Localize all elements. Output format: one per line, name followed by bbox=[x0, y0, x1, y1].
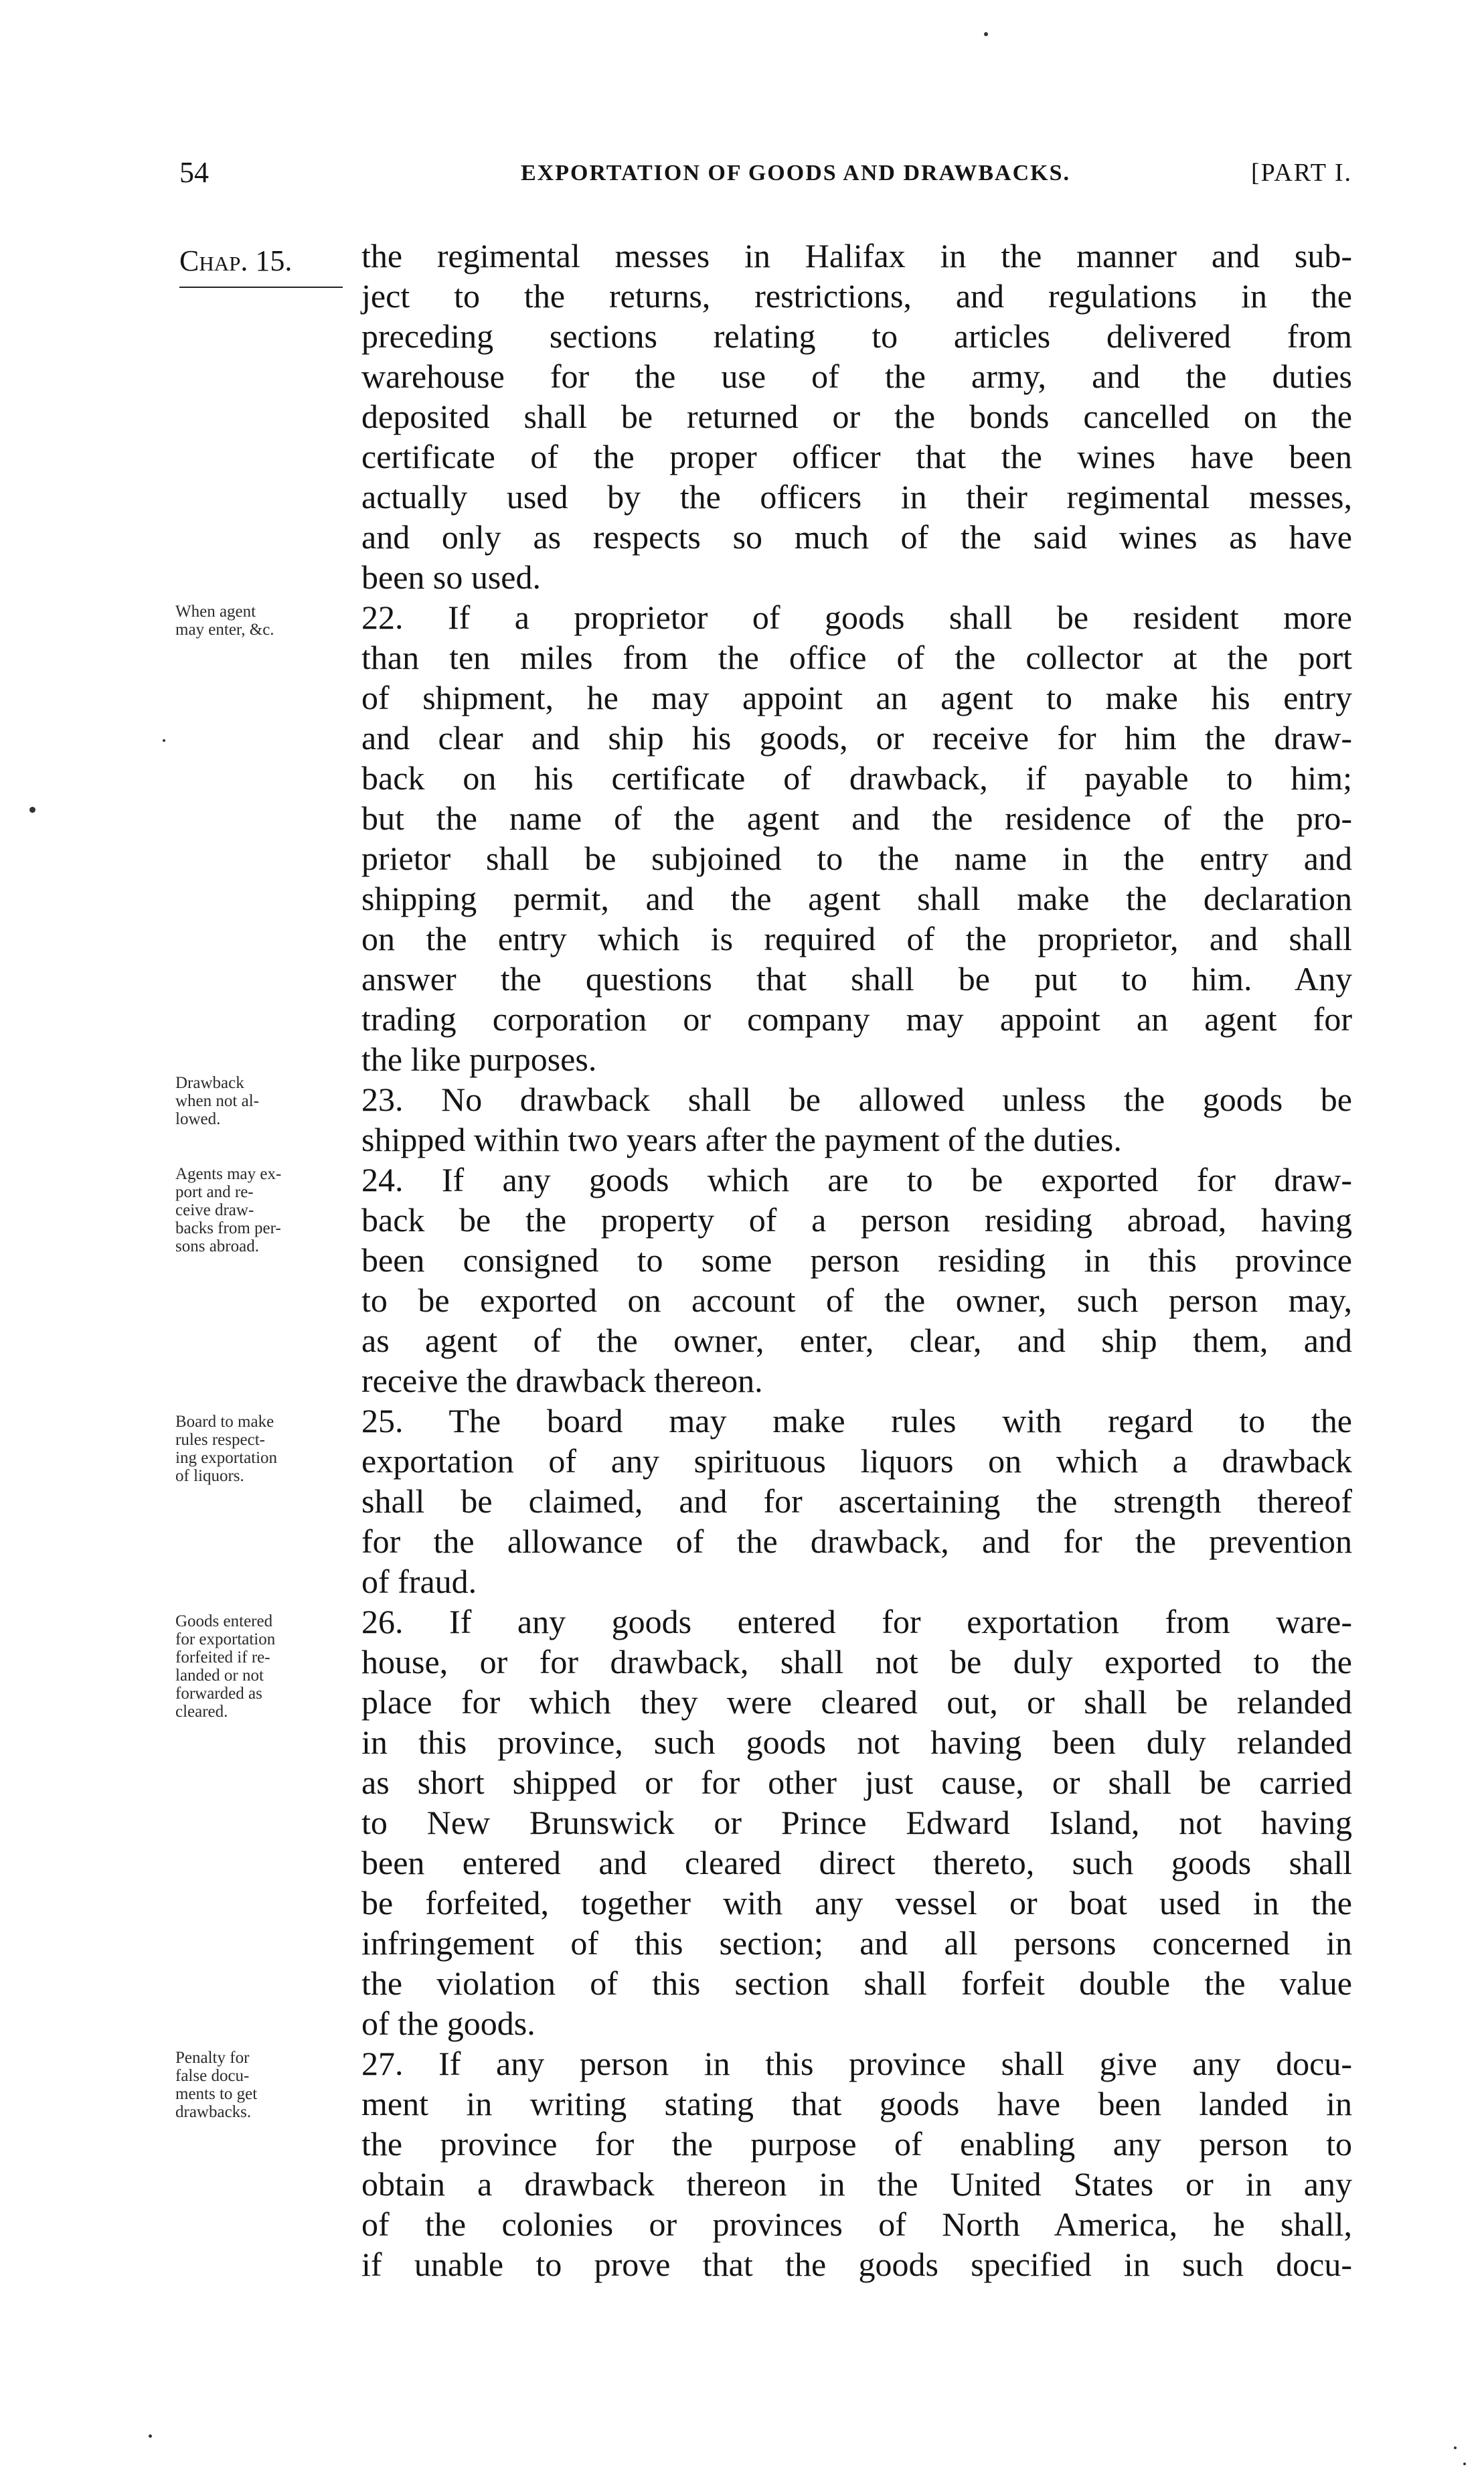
margin-note-drawback bbox=[175, 1074, 339, 1128]
text-line: deposited shall be returned or the bonds cancelled on the bbox=[361, 398, 1352, 435]
text-line: ject to the returns, restrictions, and regulations in the bbox=[361, 277, 1352, 315]
margin-note-line: rules respect- bbox=[175, 1431, 265, 1449]
text-line: obtain a drawback thereon in the United States or in any bbox=[361, 2165, 1352, 2203]
margin-note-board-rules bbox=[175, 1413, 339, 1485]
body-text bbox=[361, 236, 1352, 2284]
text-line: trading corporation or company may appoint an agent for bbox=[361, 1000, 1352, 1038]
text-line: warehouse for the use of the army, and the duties bbox=[361, 358, 1352, 395]
margin-note-goods-forfeited bbox=[175, 1612, 339, 1721]
margin-note-line: cleared. bbox=[175, 1703, 228, 1721]
running-title: EXPORTATION OF GOODS AND DRAWBACKS. bbox=[521, 161, 1070, 185]
margin-note-line: ing exportation bbox=[175, 1449, 278, 1467]
text-line: house, or for drawback, shall not be duly exported to the bbox=[361, 1643, 1352, 1681]
text-line: been consigned to some person residing in this province bbox=[361, 1241, 1352, 1279]
scan-speck bbox=[163, 739, 165, 742]
margin-note-penalty bbox=[175, 2049, 339, 2121]
text-line: been entered and cleared direct thereto, such goods shall bbox=[361, 1844, 1352, 1881]
text-line: than ten miles from the office of the collector at the port bbox=[361, 639, 1352, 676]
text-line: preceding sections relating to articles delivered from bbox=[361, 317, 1352, 355]
text-line: of the colonies or provinces of North America, he shall, bbox=[361, 2205, 1352, 2243]
margin-note-line: Goods entered bbox=[175, 1612, 273, 1630]
text-line: of the goods. bbox=[361, 2005, 535, 2042]
section-22-start: 22. If a proprietor of goods shall be resident more bbox=[361, 599, 1352, 636]
text-line: certificate of the proper officer that the wines have been bbox=[361, 438, 1352, 475]
text-line: and clear and ship his goods, or receive for him the draw- bbox=[361, 719, 1352, 757]
margin-note-line: lowed. bbox=[175, 1110, 221, 1128]
margin-note-line: forfeited if re- bbox=[175, 1648, 270, 1666]
margin-note-line: landed or not bbox=[175, 1666, 264, 1685]
text-line: be forfeited, together with any vessel or boat used in the bbox=[361, 1884, 1352, 1922]
margin-note-line: of liquors. bbox=[175, 1467, 244, 1485]
text-line: to New Brunswick or Prince Edward Island, not having bbox=[361, 1804, 1352, 1841]
margin-note-line: forwarded as bbox=[175, 1685, 262, 1703]
text-line: of shipment, he may appoint an agent to make his entry bbox=[361, 679, 1352, 716]
margin-note-line: drawbacks. bbox=[175, 2103, 252, 2121]
text-line: prietor shall be subjoined to the name in the entry and bbox=[361, 840, 1352, 877]
scan-speck bbox=[149, 2434, 152, 2438]
text-line: in this province, such goods not having been duly relanded bbox=[361, 1723, 1352, 1761]
section-25-start: 25. The board may make rules with regard to the bbox=[361, 1402, 1352, 1439]
margin-note-line: ceive draw- bbox=[175, 1201, 254, 1219]
section-27-start: 27. If any person in this province shall give any docu- bbox=[361, 2045, 1352, 2082]
margin-note-line: Board to make bbox=[175, 1413, 274, 1431]
text-line: infringement of this section; and all persons concerned in bbox=[361, 1924, 1352, 1962]
text-line: if unable to prove that the goods specified in such docu- bbox=[361, 2246, 1352, 2283]
margin-note-line: Agents may ex- bbox=[175, 1165, 282, 1183]
text-line: of fraud. bbox=[361, 1563, 477, 1600]
text-line: actually used by the officers in their regimental messes, bbox=[361, 478, 1352, 516]
text-line: place for which they were cleared out, or shall be relanded bbox=[361, 1683, 1352, 1721]
text-line: back on his certificate of drawback, if payable to him; bbox=[361, 759, 1352, 797]
text-line: on the entry which is required of the proprietor, and shall bbox=[361, 920, 1352, 957]
margin-note-line: Drawback bbox=[175, 1074, 244, 1092]
text-line: the violation of this section shall forfeit double the value bbox=[361, 1964, 1352, 2002]
text-line: as agent of the owner, enter, clear, and ship them, and bbox=[361, 1322, 1352, 1359]
margin-note-line: backs from per- bbox=[175, 1219, 281, 1237]
margin-note-when-agent bbox=[175, 603, 339, 639]
section-24-start: 24. If any goods which are to be exported for draw- bbox=[361, 1161, 1352, 1198]
text-line: answer the questions that shall be put to him. Any bbox=[361, 960, 1352, 998]
text-line: as short shipped or for other just cause, or shall be carried bbox=[361, 1764, 1352, 1801]
text-line: but the name of the agent and the residence of the pro- bbox=[361, 799, 1352, 837]
margin-note-line: port and re- bbox=[175, 1183, 254, 1201]
section-23-start: 23. No drawback shall be allowed unless the goods be bbox=[361, 1081, 1352, 1118]
text-line: shipping permit, and the agent shall make the declaration bbox=[361, 880, 1352, 917]
section-26-start: 26. If any goods entered for exportation from ware- bbox=[361, 1603, 1352, 1640]
margin-note-agents-abroad bbox=[175, 1165, 339, 1255]
chapter-rule bbox=[179, 287, 343, 288]
margin-note-line: sons abroad. bbox=[175, 1237, 259, 1255]
scan-speck bbox=[984, 32, 988, 36]
margin-note-line: When agent bbox=[175, 603, 256, 621]
scan-speck bbox=[1454, 2446, 1457, 2449]
margin-note-line: Penalty for bbox=[175, 2049, 250, 2067]
scan-speck bbox=[1463, 2463, 1466, 2465]
page-number: 54 bbox=[179, 156, 209, 189]
text-line: back be the property of a person residing abroad, having bbox=[361, 1201, 1352, 1239]
text-line: the like purposes. bbox=[361, 1040, 597, 1078]
page-header bbox=[179, 155, 1352, 196]
margin-note-line: for exportation bbox=[175, 1630, 276, 1648]
text-line: shipped within two years after the payment of the duties. bbox=[361, 1121, 1122, 1158]
margin-note-line: ments to get bbox=[175, 2085, 258, 2103]
text-line: ment in writing stating that goods have been landed in bbox=[361, 2085, 1352, 2122]
text-line: the province for the purpose of enabling any person to bbox=[361, 2125, 1352, 2163]
text-line: been so used. bbox=[361, 558, 541, 596]
scan-speck bbox=[29, 807, 35, 813]
text-line: shall be claimed, and for ascertaining the strength thereof bbox=[361, 1482, 1352, 1520]
text-line: to be exported on account of the owner, such person may, bbox=[361, 1281, 1352, 1319]
text-line: the regimental messes in Halifax in the manner and sub- bbox=[361, 237, 1352, 275]
margin-note-line: false docu- bbox=[175, 2067, 250, 2085]
chapter-label: Chap. 15. bbox=[179, 244, 293, 277]
margin-note-line: may enter, &c. bbox=[175, 621, 274, 639]
margin-note-line: when not al- bbox=[175, 1092, 259, 1110]
text-line: and only as respects so much of the said wines as have bbox=[361, 518, 1352, 556]
text-line: for the allowance of the drawback, and for the prevention bbox=[361, 1523, 1352, 1560]
text-line: exportation of any spirituous liquors on which a drawback bbox=[361, 1442, 1352, 1480]
text-line: receive the drawback thereon. bbox=[361, 1362, 763, 1399]
part-label: [PART I. bbox=[1251, 159, 1352, 187]
